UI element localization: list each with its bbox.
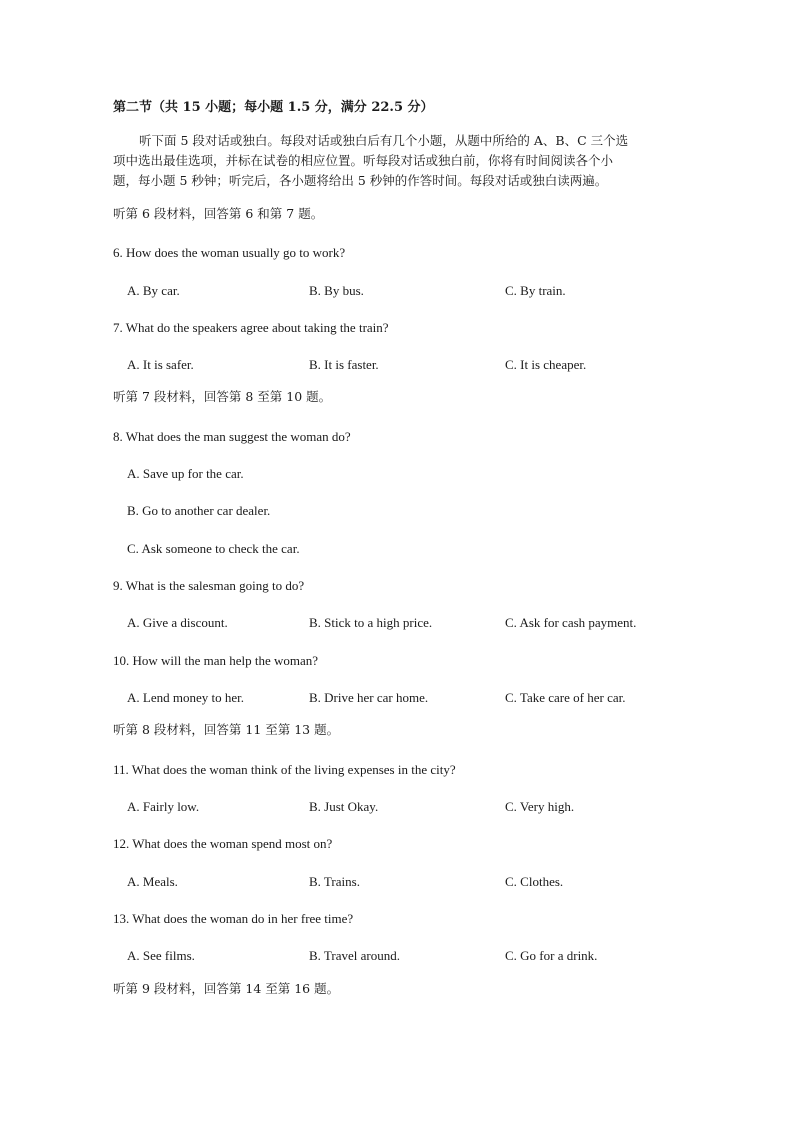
instruction-line-2: 项中选出最佳选项，并标在试卷的相应位置。听每段对话或独白前，你将有时间阅读各个小 xyxy=(113,153,614,168)
question-7-option-b: B. It is faster. xyxy=(309,357,379,372)
question-11-option-b: B. Just Okay. xyxy=(309,799,379,814)
question-9-option-a: A. Give a discount. xyxy=(127,615,228,630)
question-11: 11. What does the woman think of the living expenses in the city? xyxy=(113,762,456,777)
material-7-heading: 听第 7 段材料，回答第 8 至第 10 题。 xyxy=(113,389,332,404)
question-7-option-c: C. It is cheaper. xyxy=(505,357,587,372)
question-8-option-a: A. Save up for the car. xyxy=(127,466,244,481)
question-12-option-c: C. Clothes. xyxy=(505,874,564,889)
instruction-line-3: 题，每小题 5 秒钟；听完后，各小题将给出 5 秒钟的作答时间。每段对话或独白读两遍。 xyxy=(113,173,608,188)
question-7-option-a: A. It is safer. xyxy=(127,357,194,372)
question-13-option-c: C. Go for a drink. xyxy=(505,948,598,963)
material-9-heading: 听第 9 段材料，回答第 14 至第 16 题。 xyxy=(113,981,340,996)
question-11-option-c: C. Very high. xyxy=(505,799,575,814)
material-8-heading: 听第 8 段材料，回答第 11 至第 13 题。 xyxy=(113,722,340,737)
question-6-option-c: C. By train. xyxy=(505,283,566,298)
question-11-option-a: A. Fairly low. xyxy=(127,799,200,814)
question-13: 13. What does the woman do in her free time? xyxy=(113,911,354,926)
question-10-option-c: C. Take care of her car. xyxy=(505,690,626,705)
question-8-option-c: C. Ask someone to check the car. xyxy=(127,541,300,556)
question-10-option-a: A. Lend money to her. xyxy=(127,690,244,705)
question-6: 6. How does the woman usually go to work? xyxy=(113,245,346,260)
question-13-option-a: A. See films. xyxy=(127,948,195,963)
question-13-option-b: B. Travel around. xyxy=(309,948,400,963)
question-12-option-a: A. Meals. xyxy=(127,874,178,889)
question-6-option-b: B. By bus. xyxy=(309,283,364,298)
instruction-line-1: 听下面 5 段对话或独白。每段对话或独白后有几个小题，从题中所给的 A、B、C 三个选 xyxy=(139,133,629,148)
question-10: 10. How will the man help the woman? xyxy=(113,653,319,668)
question-12-option-b: B. Trains. xyxy=(309,874,360,889)
question-8-option-b: B. Go to another car dealer. xyxy=(127,503,271,518)
question-6-option-a: A. By car. xyxy=(127,283,180,298)
question-9: 9. What is the salesman going to do? xyxy=(113,578,305,593)
question-10-option-b: B. Drive her car home. xyxy=(309,690,429,705)
question-8: 8. What does the man suggest the woman do? xyxy=(113,429,351,444)
question-7: 7. What do the speakers agree about taking the train? xyxy=(113,320,389,335)
question-9-option-c: C. Ask for cash payment. xyxy=(505,615,637,630)
section-title: 第二节（共 15 小题；每小题 1.5 分，满分 22.5 分） xyxy=(113,100,434,115)
material-6-heading: 听第 6 段材料，回答第 6 和第 7 题。 xyxy=(113,206,324,221)
question-9-option-b: B. Stick to a high price. xyxy=(309,615,433,630)
question-12: 12. What does the woman spend most on? xyxy=(113,836,333,851)
